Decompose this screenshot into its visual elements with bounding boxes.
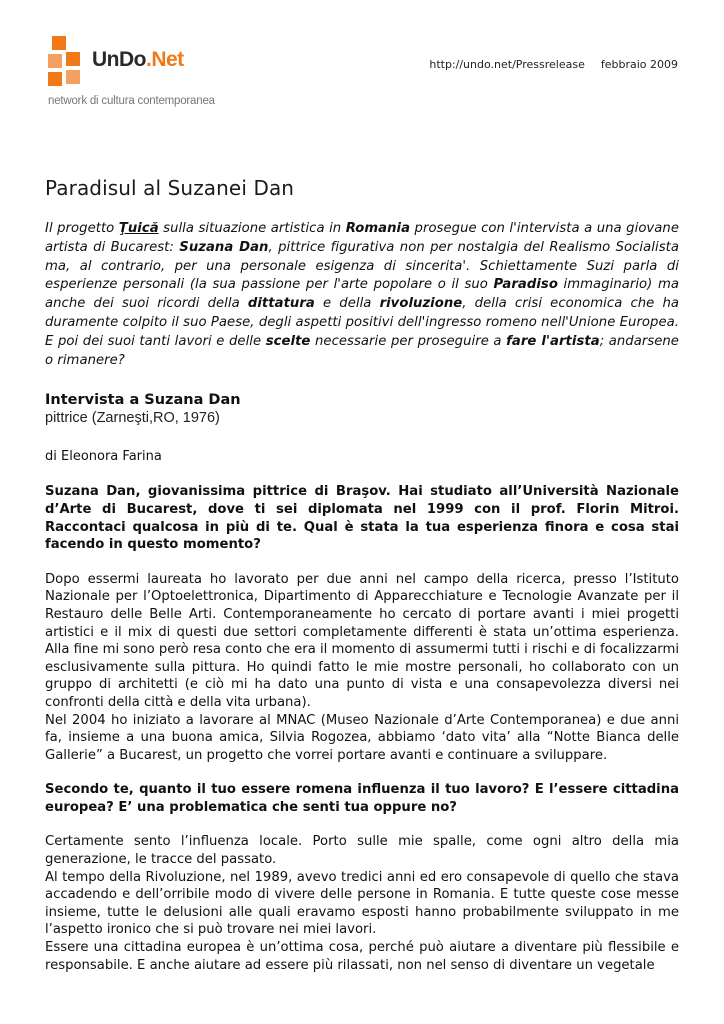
intro-text: ; andarsene o rimanere?	[45, 333, 679, 368]
article	[45, 176, 679, 974]
intro-emphasis: rivoluzione	[379, 296, 463, 312]
intro-text: Il progetto	[45, 221, 119, 236]
answer-paragraph: Certamente sento l’influenza locale. Porto sulle mie spalle, come ogni altro della mia generazione, le tracce del passato.	[45, 834, 679, 868]
logo-squares-icon	[46, 34, 94, 90]
intro-text: sulla situazione artistica in	[158, 221, 346, 236]
header-meta	[429, 58, 678, 71]
article-intro	[45, 220, 679, 370]
intro-text: necessarie per proseguire a	[310, 333, 507, 349]
intro-text: e della	[314, 296, 380, 312]
interview-answer	[45, 571, 679, 765]
logo-wordmark: UnDo.Net	[92, 48, 184, 71]
answer-paragraph: Al tempo della Rivoluzione, nel 1989, avevo tredici anni ed ero consapevole di quello che stava accadendo e dell’orribile modo di vivere delle persone in Romania. E tutte queste cose messe insieme, tutte le delusioni alle quali eravamo esposti hanno probabilmente sviluppato in me l’aspetto ironico che si può trovare nei miei lavori.	[45, 869, 679, 938]
interview-question: Secondo te, quanto il tuo essere romena influenza il tuo lavoro? E l’essere cittadina europea? E’ una problematica che senti tua oppure no?	[45, 782, 679, 815]
intro-emphasis: dittatura	[247, 296, 315, 312]
intro-text: immaginario) ma anche dei suoi ricordi della	[45, 277, 679, 312]
intro-emphasis: Paradiso	[493, 277, 558, 293]
interview-subtitle: pittrice (Zarneşti,RO, 1976)	[45, 410, 220, 427]
issue-date: febbraio 2009	[600, 58, 678, 71]
intro-text: prosegue con l'intervista a una giovane artista di Bucarest:	[45, 221, 679, 255]
intro-text: , della crisi economica che ha duramente colpito il suo Paese, degli aspetti positivi dell'ingresso romeno nell'Unione Europea. E poi dei suoi tanti lavori e delle	[45, 296, 679, 349]
interview-question: Suzana Dan, giovanissima pittrice di Braşov. Hai studiato all’Università Nazionale d’Arte di Bucarest, dove ti sei diplomata nel 1999 con il prof. Florin Mitroi. Raccontaci qualcosa in più di te. Qual è stata la tua esperienza finora e cosa stai facendo in questo momento?	[45, 484, 679, 553]
intro-emphasis: scelte	[265, 333, 311, 349]
intro-emphasis: Romania	[345, 221, 411, 236]
intro-emphasis: Ţuică	[118, 221, 159, 236]
interview-answer	[45, 833, 679, 974]
logo-tagline: network di cultura contemporanea	[48, 95, 215, 107]
answer-paragraph: Nel 2004 ho iniziato a lavorare al MNAC (Museo Nazionale d’Arte Contemporanea) e due anni fa, insieme a una buona amica, Silvia Rogozea, abbiamo ‘dato vita’ alla “Notte Bianca delle Gallerie” a Bucarest, un progetto che vorrei portare avanti e continuare a sviluppare.	[45, 712, 679, 763]
answer-paragraph: Essere una cittadina europea è un’ottima cosa, perché può aiutare a diventare più flessibile e responsabile. E anche aiutare ad essere più rilassati, non nel senso di diventare un vegetale	[45, 940, 679, 973]
intro-emphasis: fare l'artista	[506, 333, 600, 349]
press-release-url[interactable]: http://undo.net/Pressrelease	[429, 58, 585, 71]
intro-emphasis: Suzana Dan	[179, 239, 269, 255]
author-byline: di Eleonora Farina	[45, 449, 162, 465]
interview-title: Intervista a Suzana Dan	[45, 392, 241, 409]
interview-qa	[45, 483, 679, 974]
article-title: Paradisul al Suzanei Dan	[45, 176, 295, 200]
undo-logo[interactable]	[46, 34, 216, 112]
intro-text: , pittrice figurativa non per nostalgia del Realismo Socialista ma, al contrario, per una personale esigenza di sincerita'. Schiettamente Suzi parla di esperienze personali (la sua passione per l'arte popolare o il suo	[45, 239, 679, 293]
answer-paragraph: Dopo essermi laureata ho lavorato per due anni nel campo della ricerca, presso l’Istituto Nazionale per l’Optoelettronica, Dipartimento di Apparecchiature e Tecnologie Avanzate per il Restauro delle Belle Arti. Contemporaneamente ho cercato di portare avanti i miei progetti artistici e il mix di questi due settori completamente differenti è stata un’ottima esperienza. Alla fine mi sono però resa conto che era il momento di assumermi tutti i rischi e di focalizzarmi esclusivamente sulla pittura. Ho quindi fatto le mie mostre personali, ho collaborato con un gruppo di architetti (e ciò mi ha dato una punto di vista e una consapevolezza diversi nei confronti della città e della vita urbana).	[45, 571, 679, 710]
